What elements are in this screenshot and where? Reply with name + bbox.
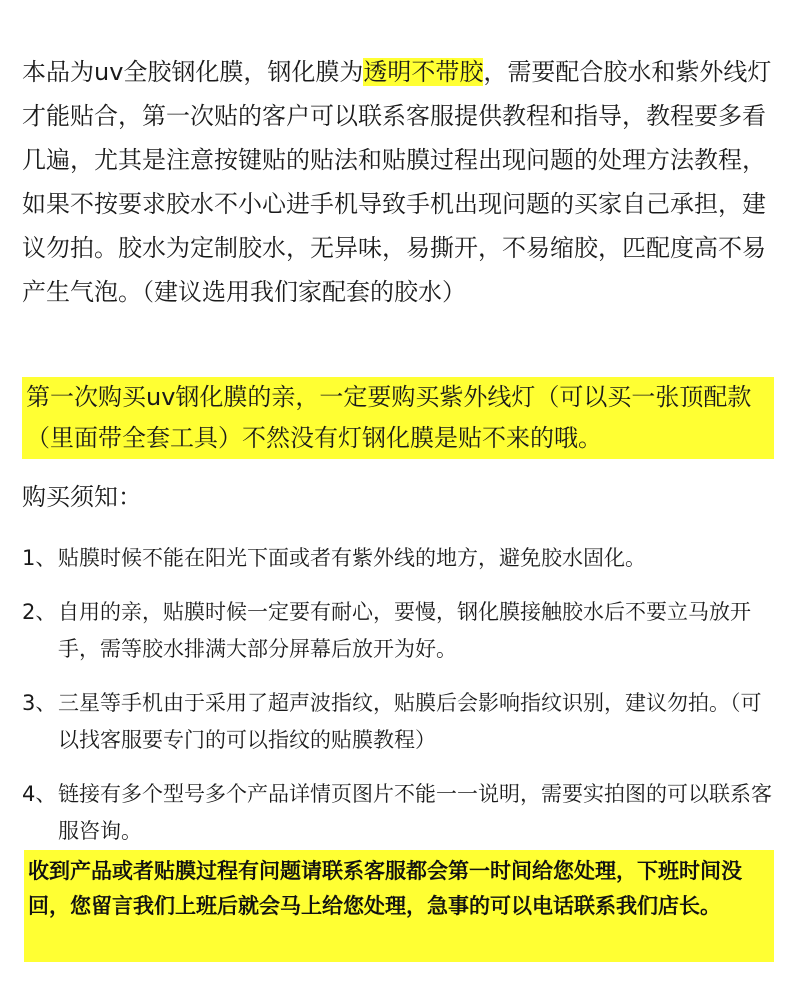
purchase-note-item-1 <box>22 540 772 577</box>
purchase-note-item-3 <box>22 685 772 759</box>
contact-service-text: 收到产品或者贴膜过程有问题请联系客服都会第一时间给您处理，下班时间没回，您留言我们上班后就会马上给您处理，急事的可以电话联系我们店长。 <box>28 859 742 918</box>
intro-highlight-transparent-no-glue: 透明不带胶 <box>363 58 484 86</box>
intro-text-part1: 本品为uv全胶钢化膜，钢化膜为 <box>22 58 364 86</box>
note-text: 链接有多个型号多个产品详情页图片不能一一说明，需要实拍图的可以联系客服咨询。 <box>58 782 772 843</box>
purchase-note-item-4 <box>22 776 772 850</box>
purchase-note-item-2 <box>22 594 772 668</box>
note-number: 4、 <box>22 782 57 806</box>
note-number: 3、 <box>22 691 57 715</box>
uv-lamp-notice-text: 第一次购买uv钢化膜的亲，一定要购买紫外线灯（可以买一张顶配款（里面带全套工具）不然没有灯钢化膜是贴不来的哦。 <box>26 383 752 452</box>
note-text: 三星等手机由于采用了超声波指纹，贴膜后会影响指纹识别，建议勿拍。（可以找客服要专门的可以指纹的贴膜教程） <box>58 691 762 752</box>
contact-service-box <box>24 850 774 962</box>
purchase-notes-heading: 购买须知： <box>22 483 142 511</box>
intro-text-part2: ，需要配合胶水和紫外线灯才能贴合，第一次贴的客户可以联系客服提供教程和指导，教程要多看几遍，尤其是注意按键贴的贴法和贴膜过程出现问题的处理方法教程，如果不按要求胶水不小心进手机导致手机出现问题的买家自己承担，建议勿拍。胶水为定制胶水，无异味，易撕开，不易缩胶，匹配度高不易产生气泡。（建议选用我们家配套的胶水） <box>22 58 772 306</box>
note-number: 2、 <box>22 600 57 624</box>
uv-lamp-notice-box <box>22 377 774 459</box>
intro-paragraph <box>22 50 772 314</box>
note-text: 自用的亲，贴膜时候一定要有耐心，要慢，钢化膜接触胶水后不要立马放开手，需等胶水排满大部分屏幕后放开为好。 <box>58 600 751 661</box>
note-number: 1、 <box>22 546 57 570</box>
note-text: 贴膜时候不能在阳光下面或者有紫外线的地方，避免胶水固化。 <box>58 546 646 570</box>
purchase-notes-list <box>22 540 772 867</box>
